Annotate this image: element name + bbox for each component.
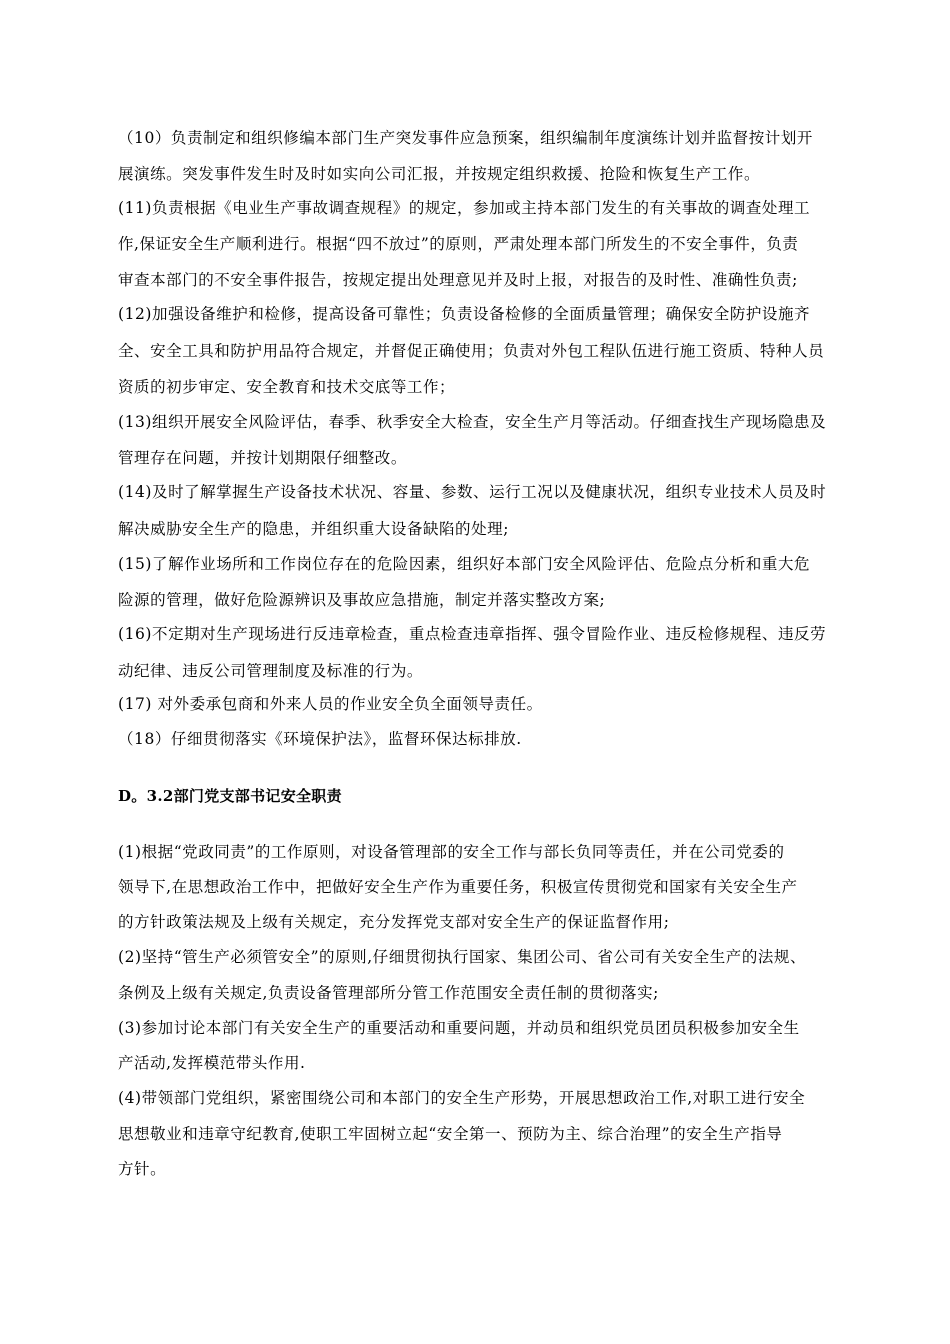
paragraph-line: （10）负责制定和组织修编本部门生产突发事件应急预案，组织编制年度演练计划并监督按计划开 <box>118 129 813 147</box>
paragraph-line: （18）仔细贯彻落实《环境保护法》，监督环保达标排放. <box>118 730 522 748</box>
section-heading: D。3.2部门党支部书记安全职责 <box>118 787 342 805</box>
paragraph-line: 展演练。突发事件发生时及时如实向公司汇报，并按规定组织救援、抢险和恢复生产工作。 <box>118 165 761 183</box>
paragraph-line: 领导下,在思想政治工作中，把做好安全生产作为重要任务，积极宣传贯彻党和国家有关安全生产 <box>118 878 798 896</box>
paragraph-line: (15)了解作业场所和工作岗位存在的危险因素，组织好本部门安全风险评估、危险点分析和重大危 <box>118 555 811 573</box>
paragraph-line: (13)组织开展安全风险评估，春季、秋季安全大检查，安全生产月等活动。仔细查找生产现场隐患及 <box>118 413 827 431</box>
paragraph-line: 审查本部门的不安全事件报告，按规定提出处理意见并及时上报，对报告的及时性、准确性负责; <box>118 271 798 289</box>
paragraph-line: (17) 对外委承包商和外来人员的作业安全负全面领导责任。 <box>118 695 543 713</box>
paragraph-line: (11)负责根据《电业生产事故调查规程》的规定，参加或主持本部门发生的有关事故的调查处理工 <box>118 199 811 217</box>
paragraph-line: 全、安全工具和防护用品符合规定，并督促正确使用；负责对外包工程队伍进行施工资质、特种人员 <box>118 342 825 360</box>
paragraph-line: (3)参加讨论本部门有关安全生产的重要活动和重要问题，并动员和组织党员团员积极参加安全生 <box>118 1019 800 1037</box>
paragraph-line: (1)根据“党政同责”的工作原则，对设备管理部的安全工作与部长负同等责任，并在公司党委的 <box>118 843 785 861</box>
paragraph-line: (14)及时了解掌握生产设备技术状况、容量、参数、运行工况以及健康状况，组织专业技术人员及时 <box>118 483 827 501</box>
paragraph-line: 解决威胁安全生产的隐患，并组织重大设备缺陷的处理; <box>118 520 509 538</box>
paragraph-line: 产活动,发挥模范带头作用. <box>118 1054 306 1072</box>
paragraph-line: (4)带领部门党组织，紧密围绕公司和本部门的安全生产形势，开展思想政治工作,对职工进行安全 <box>118 1089 806 1107</box>
paragraph-line: (2)坚持“管生产必须管安全”的原则,仔细贯彻执行国家、集团公司、省公司有关安全生产的法规、 <box>118 948 807 966</box>
paragraph-line: (16)不定期对生产现场进行反违章检查，重点检查违章指挥、强令冒险作业、违反检修规程、违反劳 <box>118 625 827 643</box>
paragraph-line: 管理存在问题，并按计划期限仔细整改。 <box>118 449 407 467</box>
paragraph-line: 险源的管理，做好危险源辨识及事故应急措施，制定并落实整改方案; <box>118 591 606 609</box>
paragraph-line: 动纪律、违反公司管理制度及标准的行为。 <box>118 662 423 680</box>
paragraph-line: 思想敬业和违章守纪教育,使职工牢固树立起“安全第一、预防为主、综合治理”的安全生产指导 <box>118 1125 783 1143</box>
paragraph-line: 作,保证安全生产顺利进行。根据“四不放过”的原则，严肃处理本部门所发生的不安全事件，负责 <box>118 235 799 253</box>
paragraph-line: 方针。 <box>118 1160 167 1178</box>
paragraph-line: 条例及上级有关规定,负责设备管理部所分管工作范围安全责任制的贯彻落实; <box>118 984 659 1002</box>
paragraph-line: (12)加强设备维护和检修，提高设备可靠性；负责设备检修的全面质量管理；确保安全防护设施齐 <box>118 305 811 323</box>
paragraph-line: 资质的初步审定、安全教育和技术交底等工作； <box>118 378 456 396</box>
paragraph-line: 的方针政策法规及上级有关规定，充分发挥党支部对安全生产的保证监督作用; <box>118 913 670 931</box>
